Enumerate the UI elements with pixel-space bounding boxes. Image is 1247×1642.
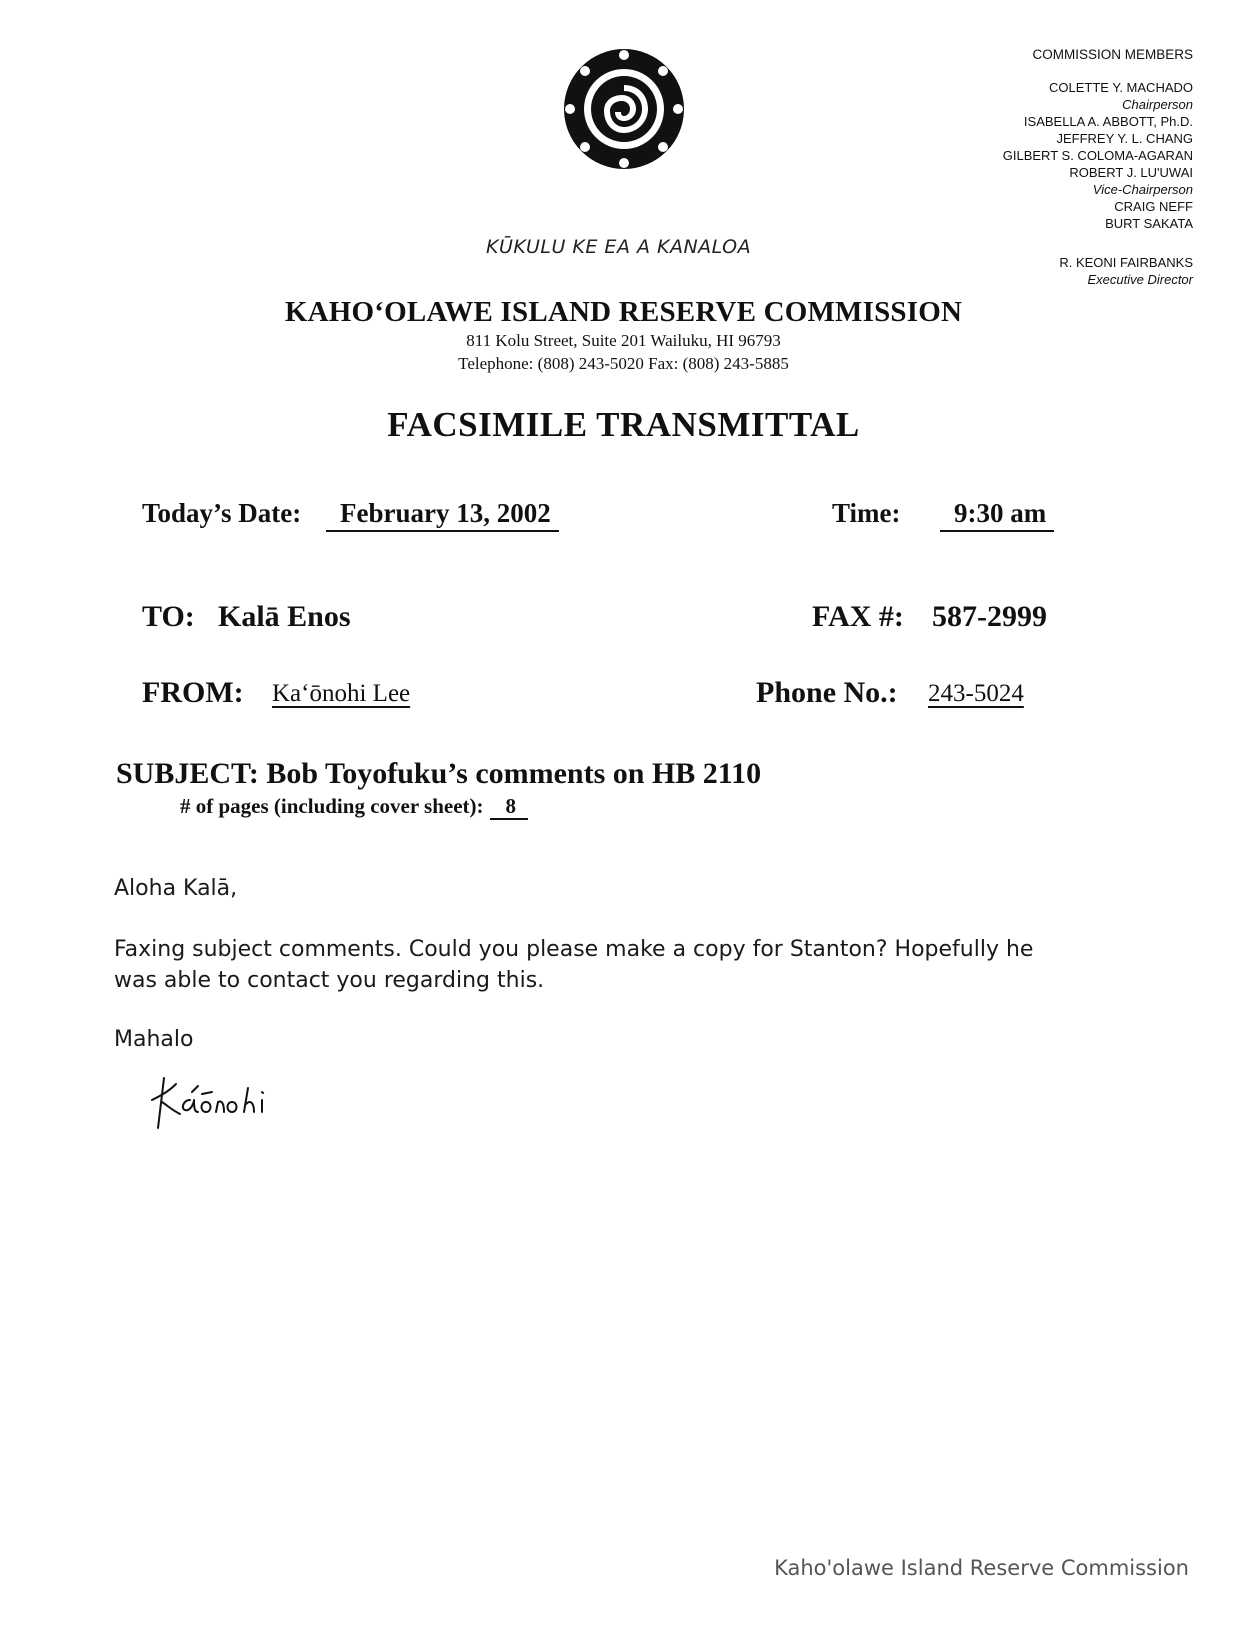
pages-label: # of pages (including cover sheet): bbox=[180, 794, 484, 818]
commission-header: COMMISSION MEMBERS bbox=[1032, 47, 1193, 62]
member-name: CRAIG NEFF bbox=[1114, 199, 1193, 214]
closing: Mahalo bbox=[114, 1027, 194, 1052]
member-name: JEFFREY Y. L. CHANG bbox=[1056, 131, 1193, 146]
subject bbox=[116, 757, 761, 791]
to-label: TO: bbox=[142, 600, 195, 633]
subject-label: SUBJECT: bbox=[116, 757, 259, 790]
message-line: Faxing subject comments. Could you please make a copy for Stanton? Hopefully he bbox=[114, 937, 1034, 962]
greeting: Aloha Kalā, bbox=[114, 876, 238, 901]
director-role: Executive Director bbox=[1087, 272, 1193, 287]
member-name: GILBERT S. COLOMA-AGARAN bbox=[1002, 148, 1193, 163]
organization-address: 811 Kolu Street, Suite 201 Wailuku, HI 96793 bbox=[466, 331, 781, 350]
signature bbox=[150, 1070, 300, 1130]
date-label: Today’s Date: bbox=[142, 498, 302, 528]
time-label: Time: bbox=[832, 498, 901, 528]
message-line: was able to contact you regarding this. bbox=[114, 968, 545, 993]
commission-members bbox=[873, 46, 1193, 288]
vice-chair-role: Vice-Chairperson bbox=[1092, 182, 1193, 197]
organization-phones: Telephone: (808) 243-5020 Fax: (808) 243-5885 bbox=[458, 354, 789, 373]
motto: KŪKULU KE EA A KANALOA bbox=[486, 236, 752, 258]
vice-chair-name: ROBERT J. LU'UWAI bbox=[1069, 165, 1193, 180]
from-value: Ka‘ōnohi Lee bbox=[272, 680, 411, 707]
phone-label: Phone No.: bbox=[756, 676, 898, 709]
page-count bbox=[180, 794, 528, 819]
director-name: R. KEONI FAIRBANKS bbox=[1059, 255, 1193, 270]
time-value: 9:30 am bbox=[940, 498, 1054, 532]
subject-value: Bob Toyofuku’s comments on HB 2110 bbox=[266, 757, 762, 790]
organization-name: KAHO‘OLAWE ISLAND RESERVE COMMISSION bbox=[284, 296, 963, 328]
member-name: ISABELLA A. ABBOTT, Ph.D. bbox=[1023, 114, 1193, 129]
from-label: FROM: bbox=[142, 676, 244, 709]
footer-credit: Kaho'olawe Island Reserve Commission bbox=[774, 1556, 1189, 1580]
document-title: FACSIMILE TRANSMITTAL bbox=[387, 405, 860, 444]
fax-label: FAX #: bbox=[812, 600, 904, 633]
chair-role: Chairperson bbox=[1122, 97, 1193, 112]
to-value: Kalā Enos bbox=[218, 600, 351, 633]
phone-value: 243-5024 bbox=[928, 680, 1024, 707]
chair-name: COLETTE Y. MACHADO bbox=[1049, 80, 1193, 95]
fax-value: 587-2999 bbox=[932, 600, 1047, 633]
member-name: BURT SAKATA bbox=[1105, 216, 1193, 231]
pages-value: 8 bbox=[490, 794, 529, 820]
signature-text: Ka‘ōnohi bbox=[150, 1070, 154, 1071]
spiral-sun-icon bbox=[560, 45, 688, 173]
date-value: February 13, 2002 bbox=[326, 498, 559, 532]
